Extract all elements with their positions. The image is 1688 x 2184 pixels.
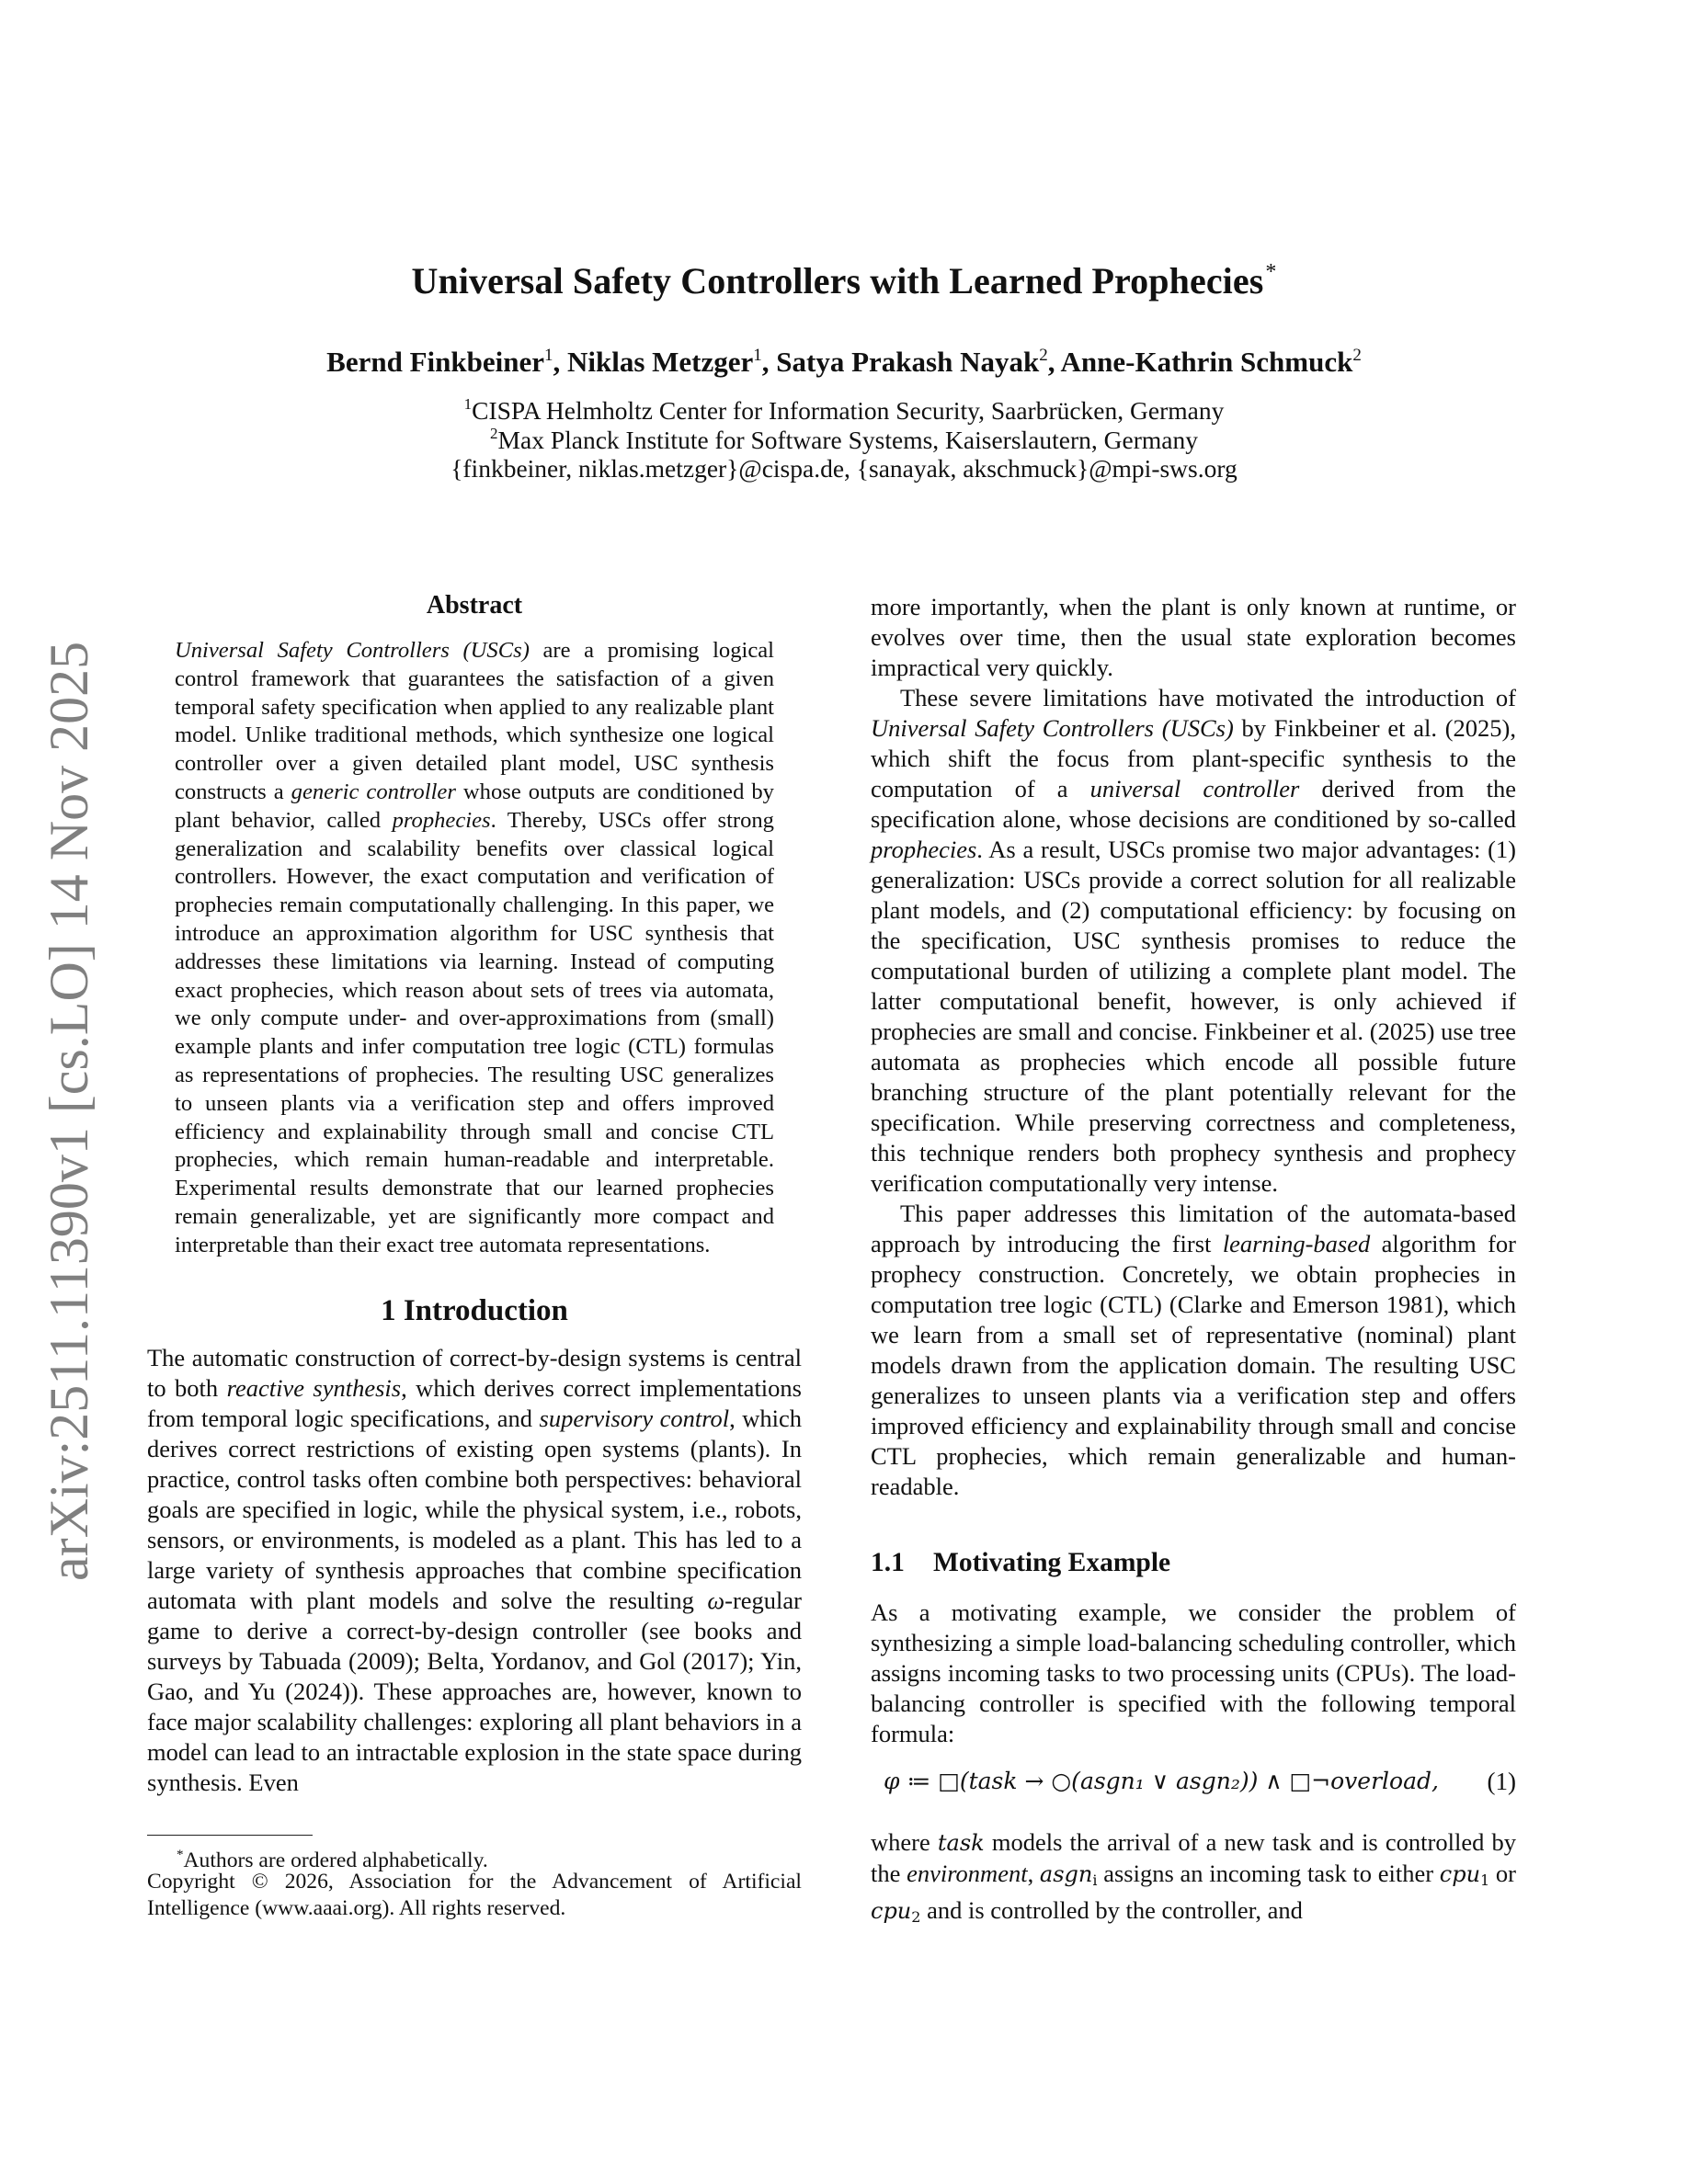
- author-emails: {finkbeiner, niklas.metzger}@cispa.de, {sanayak, akschmuck}@mpi-sws.org: [451, 454, 1237, 483]
- section-heading-motivating-example: [871, 1548, 1516, 1578]
- body-term: Universal Safety Controllers (USCs): [871, 714, 1234, 742]
- author-affiliation-mark: 1: [544, 346, 553, 365]
- math-variable: task: [937, 1830, 985, 1856]
- footnote-rule: [147, 1835, 313, 1836]
- abstract-heading: Abstract: [426, 591, 523, 620]
- section-heading-introduction: 1 Introduction: [381, 1294, 568, 1327]
- math-base: cpu: [871, 1898, 912, 1924]
- abstract-paragraph: [175, 637, 774, 1260]
- body-paragraph: [147, 1343, 802, 1798]
- math-subscript: i: [1092, 1871, 1098, 1889]
- body-text: , which derives correct restrictions of existing open systems (plants). In practice, control tasks often combine both perspectives: behavioral goals are specified in logic, while the physical system, i.e., robots, sensors, or environments, is modeled as a plant. This has led to a large variety of synthesis approaches that combine specification automata with plant models and solve the resulting: [147, 1405, 803, 1614]
- author-affiliation-mark: 2: [1352, 346, 1362, 365]
- body-text: ,: [1027, 1860, 1040, 1887]
- body-text: derived from the specification alone, whose decisions are conditioned by so-called: [871, 775, 1516, 833]
- motivating-example-continued: [871, 1827, 1516, 1932]
- math-subscript: 1: [1480, 1871, 1490, 1889]
- paper-title: [0, 259, 1688, 302]
- arxiv-stamp: arXiv:2511.11390v1 [cs.LO] 14 Nov 2025: [39, 641, 99, 1581]
- equation-formula: φ ≔ □(task → ○(asgn₁ ∨ asgn₂)) ∧ □¬overload,: [884, 1768, 1439, 1794]
- author-affiliation-mark: 1: [753, 346, 762, 365]
- section-title: Motivating Example: [933, 1548, 1171, 1577]
- math-subscript: 2: [911, 1908, 921, 1926]
- body-text: models the arrival of a new task and is controlled by the: [871, 1828, 1516, 1887]
- abstract-text: are a promising logical control framework that guarantees the satisfaction of a given temporal safety specification when applied to any realizable plant model. Unlike traditional methods, which synthesize one logical controller over a given detailed plant model, USC synthesis constructs a: [175, 638, 775, 804]
- equation-number: (1): [1487, 1768, 1516, 1795]
- body-term: universal controller: [1089, 775, 1300, 802]
- introduction-body: [147, 1343, 802, 1798]
- abstract-term: prophecies: [392, 807, 491, 833]
- affiliation-text: Max Planck Institute for Software Systems, Kaiserslautern, Germany: [497, 426, 1198, 454]
- affiliation-text: CISPA Helmholtz Center for Information Security, Saarbrücken, Germany: [472, 396, 1225, 425]
- body-paragraph: [871, 1827, 1516, 1932]
- math-base: cpu: [1439, 1861, 1481, 1887]
- math-variable: [871, 1898, 920, 1924]
- affiliation-number: 2: [490, 425, 498, 442]
- body-text: This paper addresses this limitation of the automata-based approach by introducing the first: [871, 1200, 1516, 1257]
- body-paragraph: [871, 1199, 1516, 1502]
- author-affiliation-mark: 2: [1039, 346, 1048, 365]
- footnote-text: Authors are ordered alphabetically.: [183, 1848, 488, 1872]
- body-paragraph: more importantly, when the plant is only known at runtime, or evolves over time, then the usual state exploration becomes impractical very quickly.: [871, 593, 1516, 681]
- paper-title-text: Universal Safety Controllers with Learned Prophecies: [411, 260, 1264, 301]
- body-text: by Finkbeiner et al. (2025), which shift the focus from plant-specific synthesis to the computation of a: [871, 714, 1517, 802]
- body-text: , which derives correct implementations from temporal logic specifications, and: [147, 1374, 802, 1432]
- body-term: learning-based: [1222, 1230, 1371, 1257]
- body-paragraph: [871, 683, 1516, 1199]
- author-list: Bernd Finkbeiner$^1$, Niklas Metzger$^1$, Satya Prakash Nayak$^2$, Anne-Kathrin Schmuck$^2$: [326, 346, 1362, 378]
- body-text: or: [1489, 1860, 1517, 1887]
- body-text: The automatic construction of correct-by-design systems is central to both: [147, 1344, 802, 1402]
- affiliation-number: 1: [463, 395, 473, 413]
- abstract-text: . Thereby, USCs offer strong generalization and scalability benefits over classical logical controllers. However, the exact computation and verification of prophecies remain computationally challenging. In this paper, we introduce an approximation algorithm for USC synthesis that addresses these limitations via learning. Instead of computing exact prophecies, which reason about sets of trees via automata, we only compute under- and over-approximations from (small) example plants and infer computation tree logic (CTL) formulas as representations of prophecies. The resulting USC generalizes to unseen plants via a verification step and offers improved efficiency and explainability through small and concise CTL prophecies, which remain human-readable and interpretable. Experimental results demonstrate that our learned prophecies remain generalizable, yet are significantly more compact and interpretable than their exact tree automata representations.: [175, 807, 774, 1257]
- motivating-example-intro: [871, 1598, 1516, 1749]
- body-text: These severe limitations have motivated the introduction of: [900, 684, 1516, 711]
- body-text: where: [871, 1828, 938, 1856]
- abstract-term: generic controller: [291, 779, 456, 804]
- math-variable: [1440, 1861, 1489, 1887]
- author-name: Satya Prakash Nayak: [776, 346, 1040, 378]
- abstract-text: whose outputs are conditioned by plant behavior, called: [175, 779, 774, 833]
- omega-symbol: ω: [707, 1587, 725, 1614]
- body-text: and is controlled by the controller, and: [920, 1896, 1303, 1924]
- body-term: prophecies: [871, 836, 977, 863]
- affiliation-2: [0, 425, 1688, 455]
- equation-1: [871, 1768, 1516, 1801]
- author-name: Anne-Kathrin Schmuck: [1060, 346, 1353, 378]
- body-paragraph: As a motivating example, we consider the problem of synthesizing a simple load-balancing scheduling controller, which assigns incoming tasks to two processing units (CPUs). The load-balancing controller is specified with the following temporal formula:: [871, 1598, 1516, 1747]
- math-base: asgn: [1039, 1861, 1093, 1887]
- body-text: assigns an incoming task to either: [1097, 1860, 1440, 1887]
- body-term: environment: [907, 1860, 1028, 1887]
- author-name: Bernd Finkbeiner: [326, 346, 544, 378]
- copyright-notice: Copyright © 2026, Association for the Advancement of Artificial Intelligence (www.aaai.org). All rights reserved.: [147, 1870, 802, 1920]
- affiliation-1: [0, 395, 1688, 426]
- abstract-body: [175, 637, 774, 1260]
- math-variable: [1040, 1861, 1098, 1887]
- body-text: -regular game to derive a correct-by-design controller (see books and surveys by Tabuada (2009); Belta, Yordanov, and Gol (2017); Yin, Gao, and Yu (2024)). These approaches are, however, known to face major scalability challenges: exploring all plant behaviors in a model can lead to an intractable explosion in the state space during synthesis. Even: [147, 1587, 802, 1796]
- body-text: algorithm for prophecy construction. Concretely, we obtain prophecies in computation tree logic (CTL) (Clarke and Emerson 1981), which we learn from a small set of representative (nominal) plant models drawn from the application domain. The resulting USC generalizes to unseen plants via a verification step and offers improved efficiency and explainability through small and concise CTL prophecies, which remain generalizable and human-readable.: [871, 1230, 1516, 1500]
- body-term: reactive synthesis: [226, 1374, 402, 1402]
- right-column-body: [871, 592, 1516, 1502]
- abstract-term: Universal Safety Controllers (USCs): [175, 638, 530, 663]
- body-text: . As a result, USCs promise two major advantages: (1) generalization: USCs provide a correct solution for all realizable plant models, and (2) computational efficiency: by focusing on the specification, USC synthesis promises to reduce the computational burden of utilizing a complete plant model. The latter computational benefit, however, is only achieved if prophecies are small and concise. Finkbeiner et al. (2025) use tree automata as prophecies which encode all possible future branching structure of the plant potentially relevant for the specification. While preserving correctness and completeness, this technique renders both prophecy synthesis and prophecy verification computationally very intense.: [871, 836, 1516, 1197]
- body-term: supervisory control: [539, 1405, 730, 1432]
- section-number: 1.1: [871, 1548, 905, 1577]
- title-footnote-mark: *: [1265, 260, 1277, 284]
- footnote-mark: *: [177, 1848, 184, 1862]
- author-name: Niklas Metzger: [567, 346, 754, 378]
